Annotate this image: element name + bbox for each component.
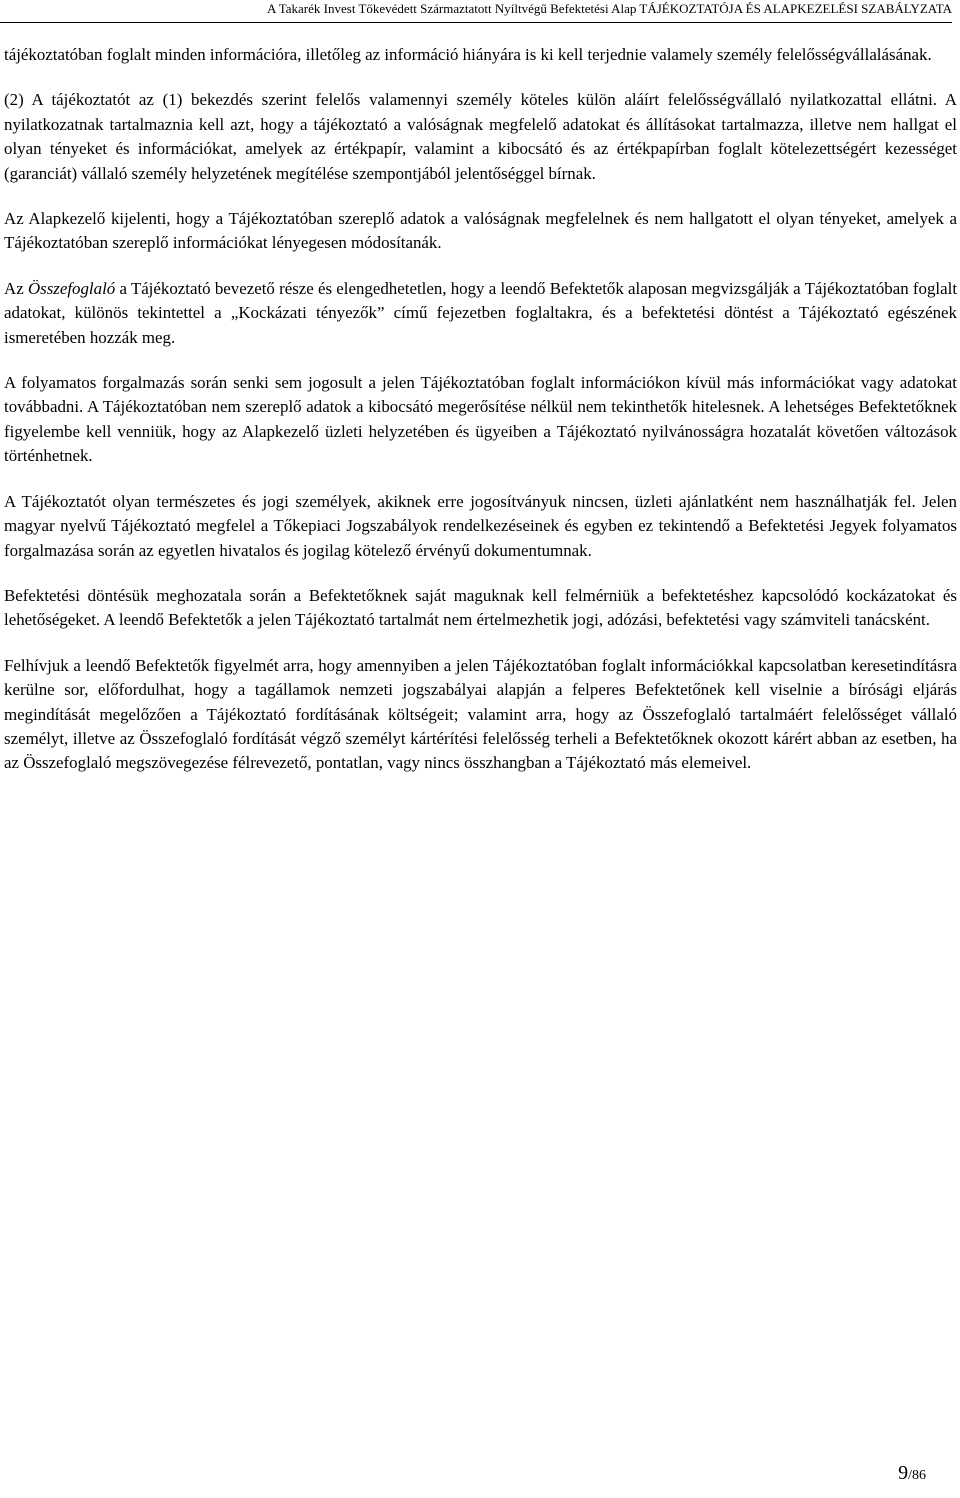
document-title: A Takarék Invest Tőkevédett Származtatott Nyíltvégű Befektetési Alap TÁJÉKOZTATÓJA ÉS ALAPKEZELÉSI SZABÁLYZATA: [267, 1, 952, 16]
summary-text-before: Az: [4, 278, 28, 298]
summary-term: Összefoglaló: [27, 278, 116, 298]
paragraph-investment-decision: Befektetési döntésük meghozatala során a Befektetőknek saját maguknak kell felmérniük a befektetéshez kapcsolódó kockázatokat és lehetőségeket. A leendő Befektetők a jelen Tájékoztató tartalmát nem értelmezhetik jogi, adózási, befektetési vagy számviteli tanácsként.: [4, 585, 957, 630]
paragraph-continuation: tájékoztatóban foglalt minden információra, illetőleg az információ hiányára is ki kell terjednie valamely személy felelősségvállalásának.: [4, 45, 932, 64]
summary-text-after: a Tájékoztató bevezető része és elengedhetetlen, hogy a leendő Befektetők alaposan megvizsgálják a Tájékoztatóban foglalt adatokat, különös tekintettel a „Kockázati tényezők” című fejezetben foglaltakra, és a befektetési döntést a Tájékoztató egészének ismeretében hozzák meg.: [4, 278, 958, 347]
page-total: /86: [908, 1468, 926, 1483]
running-header: [0, 0, 952, 23]
paragraph-legal-notice: Felhívjuk a leendő Befektetők figyelmét arra, hogy amennyiben a jelen Tájékoztatóban foglalt információkkal kapcsolatban keresetindításra kerülne sor, előfordulhat, hogy a tagállamok nemzeti jogszabályai alapján a felperes Befektetőnek kell viselnie a bírósági eljárás megindítását megelőzően a Tájékoztató fordításának költségeit; valamint arra, hogy az Összefoglaló tartalmáért felelősséget vállaló személyt, illetve az Összefoglaló fordítását végző személyt kártérítési felelősség terheli a Befektetőknek okozott kárért abban az esetben, ha az Összefoglaló megszövegezése félrevezető, pontatlan, vagy nincs összhangban a Tájékoztató más elemeivel.: [4, 655, 957, 773]
paragraph-declaration-requirement: (2) A tájékoztatót az (1) bekezdés szerint felelős valamennyi személy köteles külön aláírt felelősségvállaló nyilatkozattal ellátni. A nyilatkozatnak tartalmaznia kell azt, hogy a tájékoztató a valóságnak megfelelő adatokat és állításokat tartalmazza, illetve nem hallgat el olyan tényeket és információkat, amelyek az értékpapír, valamint a kibocsátó és az értékpapírban foglalt kötelezettségért kezességet (garanciát) vállaló személy helyzetének megítélése szempontjából jelentőséggel bírnak.: [4, 90, 957, 183]
paragraph-manager-statement: Az Alapkezelő kijelenti, hogy a Tájékoztatóban szereplő adatok a valóságnak megfelelnek és nem hallgatott el olyan tényeket, amelyek a Tájékoztatóban szereplő információkat lényegesen módosítanák.: [4, 209, 957, 253]
document-body: [4, 43, 957, 797]
paragraph-summary-notice: [4, 277, 957, 350]
page-number: [898, 1462, 926, 1487]
page-current: 9: [898, 1462, 909, 1484]
paragraph-distribution-notice: A folyamatos forgalmazás során senki sem jogosult a jelen Tájékoztatóban foglalt információkon kívül más információkat vagy adatokat továbbadni. A Tájékoztatóban nem szereplő adatok a kibocsátó megerősítése nélkül nem tekinthetők hitelesnek. A lehetséges Befektetőknek figyelembe kell venniük, hogy az Alapkezelő üzleti helyzetében és ügyeiben a Tájékoztató nyilvánosságra hozatalát követően változások történhetnek.: [4, 373, 957, 466]
paragraph-usage-restriction: A Tájékoztatót olyan természetes és jogi személyek, akiknek erre jogosítványuk nincsen, üzleti ajánlatként nem használhatják fel. Jelen magyar nyelvű Tájékoztató megfelel a Tőkepiaci Jogszabályok rendelkezéseinek és egyben ez tekintendő a Befektetési Jegyek folyamatos forgalmazása során az egyetlen hivatalos és jogilag kötelező érvényű dokumentumnak.: [4, 491, 957, 560]
